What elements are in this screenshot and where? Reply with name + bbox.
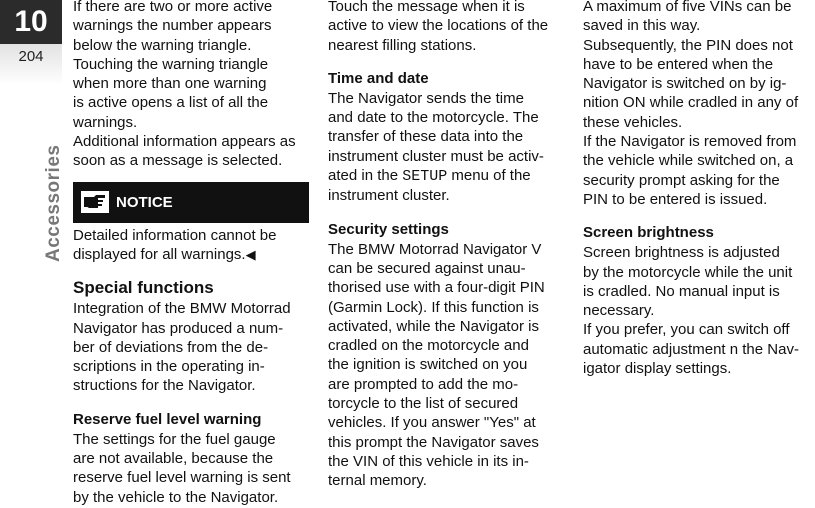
paragraph: If there are two or more active warnings the number appears below the warning triangle. [73,0,273,54]
paragraph: Touching the warning triangle when more than one warning is active opens a list of all the warnings. [73,55,269,131]
heading-time-date: Time and date [328,69,429,87]
text-span: menu of the instrument cluster. [328,167,531,205]
setup-word: SETUP [402,168,448,186]
column-2 [328,0,564,491]
pointing-hand-icon [80,189,110,215]
heading-screen-brightness: Screen brightness [583,224,714,242]
notice-text-body: Detailed information cannot be displayed for all warnings. [73,226,277,263]
text-span: The Navigator sends the time and date to the motorcycle. The transfer of these data into the instrument cluster must be activ- ated in the [328,89,544,185]
paragraph: Integration of the BMW Motorrad Navigator has produced a num- ber of deviations from the de- scriptions in the operating in- structions for the Navigator. [73,300,291,395]
notice-label: NOTICE [116,193,173,211]
notice-text [73,226,309,265]
heading-security: Security settings [328,220,449,238]
notice-bar [73,182,309,223]
paragraph: Screen brightness is adjusted by the motorcycle while the unit is cradled. No manual input is necessary. [583,244,793,320]
paragraph: Subsequently, the PIN does not have to be entered when the Navigator is switched on by ig- nition ON while cradled in any of these vehicles. [583,36,799,131]
paragraph: The BMW Motorrad Navigator V can be secured against unau- thorised use with a four-digit PIN (Garmin Lock). If this function is activated, while the Navigator is cradled on the motorcycle and the ignition is switched on you are prompted to add the mo- torcycle to the list of secured vehicles. If you answer "Yes" at this prompt the Navigator saves the VIN of this vehicle in its in- ternal memory. [328,240,545,490]
chapter-name: Accessories [43,144,64,262]
chapter-tab [0,0,62,85]
heading-special-functions: Special functions [73,278,214,298]
page-number: 204 [18,48,44,65]
paragraph: The settings for the fuel gauge are not available, because the reserve fuel level warning is sent by the vehicle to the Navigator. [73,430,291,506]
paragraph-time [328,89,564,206]
paragraph: Additional information appears as soon as a message is selected. [73,133,296,170]
end-marker: ◀ [245,246,256,262]
paragraph: Touch the message when it is active to view the locations of the nearest filling stations. [328,0,549,54]
chapter-number: 10 [0,0,62,44]
column-1 [73,0,309,507]
column-3 [583,0,815,378]
paragraph: If you prefer, you can switch off automatic adjustment n the Nav- igator display settings. [583,321,799,378]
paragraph: If the Navigator is removed from the vehicle while switched on, a security prompt asking for the PIN to be entered is issued. [583,133,797,208]
paragraph: A maximum of five VINs can be saved in this way. [583,0,792,35]
heading-reserve-fuel: Reserve fuel level warning [73,410,262,428]
